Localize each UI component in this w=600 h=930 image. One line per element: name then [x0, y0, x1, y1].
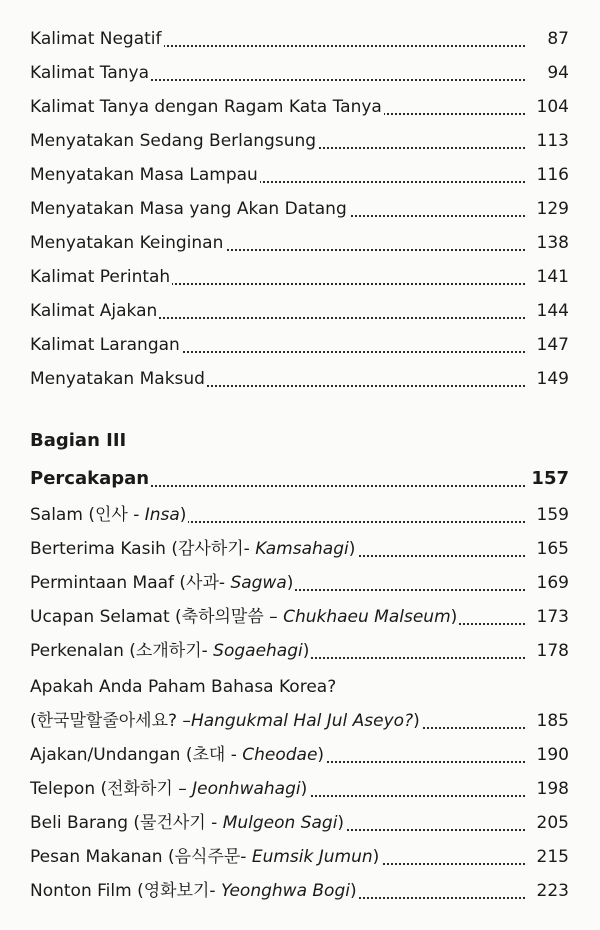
entry-title: Kalimat Perintah	[30, 262, 172, 292]
entry-title: Perkenalan (소개하기- Sogaehagi)	[30, 636, 311, 666]
entry-page-number: 190	[536, 745, 569, 765]
toc-entry	[0, 296, 600, 326]
romanization: Hangukmal Hal Jul Aseyo?	[190, 711, 414, 731]
romanization: Insa	[144, 505, 180, 525]
entry-page-number: 141	[536, 267, 569, 287]
entry-title: Beli Barang (물건사기 - Mulgeon Sagi)	[30, 808, 346, 838]
entry-page-number: 169	[536, 573, 569, 593]
toc-entry	[0, 706, 600, 736]
romanization: Kamsahagi	[255, 539, 349, 559]
section-heading: Bagian III	[30, 430, 127, 451]
entry-page-number: 198	[536, 779, 569, 799]
entry-title: Menyatakan Maksud	[30, 364, 207, 394]
entry-page-number: 87	[547, 29, 569, 49]
entry-title-line2: (한국말할줄아세요? –Hangukmal Hal Jul Aseyo?)	[30, 706, 422, 736]
entry-page-number: 178	[536, 641, 569, 661]
entry-title: Telepon (전화하기 – Jeonhwahagi)	[30, 774, 309, 804]
entry-page-number: 173	[536, 607, 569, 627]
toc-entry	[0, 808, 600, 838]
entry-page-number: 165	[536, 539, 569, 559]
toc-entry	[0, 228, 600, 258]
entry-title: Kalimat Tanya dengan Ragam Kata Tanya	[30, 92, 384, 122]
entry-page-number: 159	[536, 505, 569, 525]
chapter-title: Percakapan	[30, 464, 151, 494]
entry-title: Kalimat Negatif	[30, 24, 164, 54]
toc-entry	[0, 534, 600, 564]
entry-page-number: 149	[536, 369, 569, 389]
romanization: Jeonhwahagi	[192, 779, 301, 799]
entry-title: Menyatakan Masa Lampau	[30, 160, 260, 190]
entry-page-number: 223	[536, 881, 569, 901]
entry-title: Ucapan Selamat (축하의말씀 – Chukhaeu Malseum)	[30, 602, 459, 632]
entry-title: Menyatakan Sedang Berlangsung	[30, 126, 318, 156]
entry-title: Menyatakan Masa yang Akan Datang	[30, 194, 349, 224]
toc-entry	[0, 602, 600, 632]
entry-page-number: 129	[536, 199, 569, 219]
toc-entry	[0, 92, 600, 122]
entry-title: Berterima Kasih (감사하기- Kamsahagi)	[30, 534, 357, 564]
entry-page-number: 205	[536, 813, 569, 833]
toc-entry	[0, 194, 600, 224]
entry-title: Ajakan/Undangan (초대 - Cheodae)	[30, 740, 326, 770]
entry-title: Kalimat Ajakan	[30, 296, 159, 326]
romanization: Chukhaeu Malseum	[283, 607, 451, 627]
entry-title: Salam (인사 - Insa)	[30, 500, 188, 530]
toc-chapter-entry	[0, 464, 600, 494]
entry-title: Apakah Anda Paham Bahasa Korea?	[30, 672, 338, 702]
entry-page-number: 113	[536, 131, 569, 151]
romanization: Sogaehagi	[213, 641, 303, 661]
toc-entry	[0, 262, 600, 292]
chapter-page-number: 157	[531, 468, 569, 489]
toc-entry	[0, 636, 600, 666]
entry-page-number: 94	[547, 63, 569, 83]
toc-entry-line1	[0, 672, 600, 702]
toc-entry	[0, 842, 600, 872]
entry-page-number: 104	[536, 97, 569, 117]
romanization: Mulgeon Sagi	[222, 813, 338, 833]
entry-page-number: 147	[536, 335, 569, 355]
entry-page-number: 185	[536, 711, 569, 731]
toc-entry	[0, 774, 600, 804]
toc-entry	[0, 126, 600, 156]
entry-page-number: 138	[536, 233, 569, 253]
toc-entry	[0, 24, 600, 54]
entry-title: Pesan Makanan (음식주문- Eumsik Jumun)	[30, 842, 381, 872]
entry-page-number: 144	[536, 301, 569, 321]
toc-entry	[0, 500, 600, 530]
entry-page-number: 215	[536, 847, 569, 867]
toc-entry	[0, 568, 600, 598]
entry-title: Kalimat Larangan	[30, 330, 182, 360]
romanization: Eumsik Jumun	[251, 847, 373, 867]
toc-entry	[0, 160, 600, 190]
romanization: Yeonghwa Bogi	[220, 881, 350, 901]
entry-title: Nonton Film (영화보기- Yeonghwa Bogi)	[30, 876, 359, 906]
entry-page-number: 116	[536, 165, 569, 185]
toc-entry	[0, 58, 600, 88]
entry-title: Permintaan Maaf (사과- Sagwa)	[30, 568, 295, 598]
romanization: Sagwa	[230, 573, 287, 593]
toc-entry	[0, 330, 600, 360]
romanization: Cheodae	[242, 745, 318, 765]
entry-title: Kalimat Tanya	[30, 58, 151, 88]
entry-title: Menyatakan Keinginan	[30, 228, 225, 258]
toc-entry	[0, 876, 600, 906]
toc-entry	[0, 740, 600, 770]
toc-entry	[0, 364, 600, 394]
